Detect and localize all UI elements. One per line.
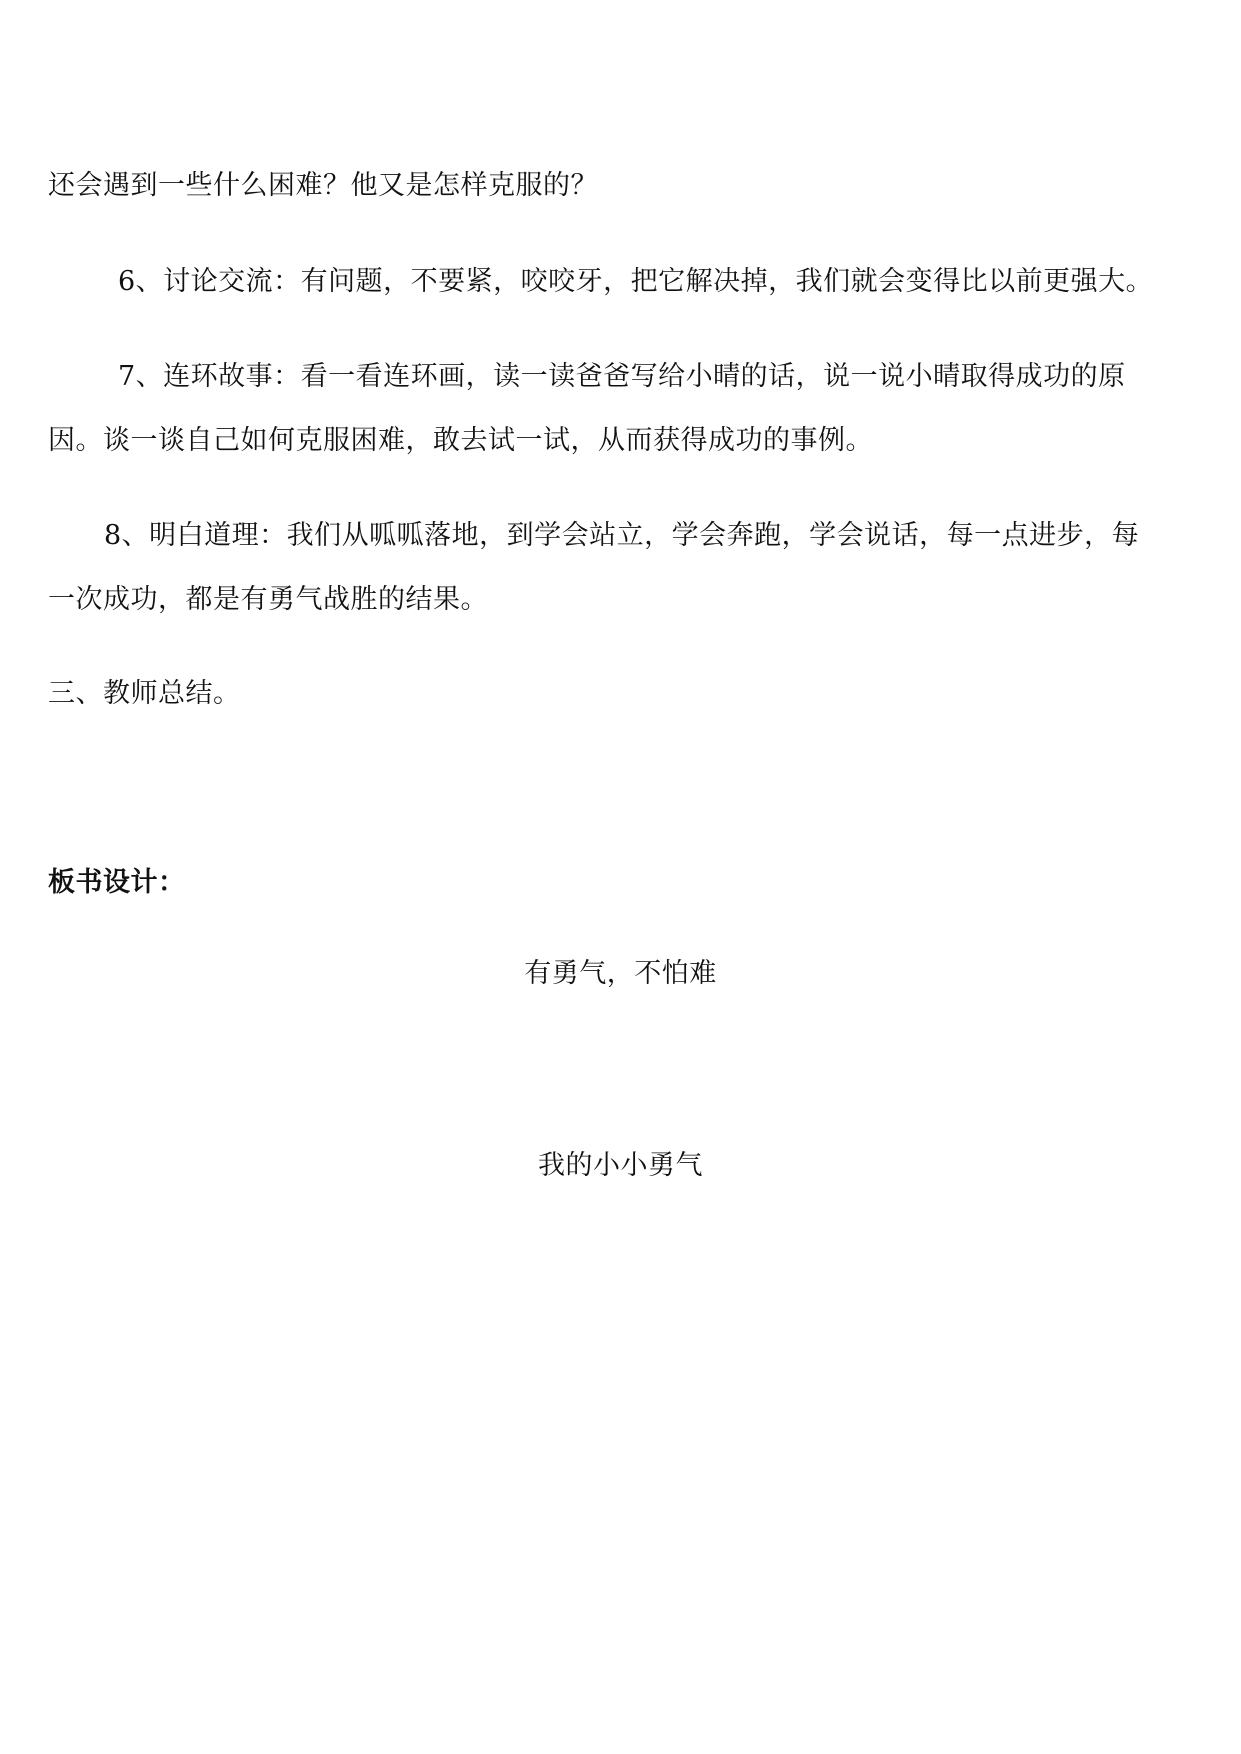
paragraph-7-line-2: 因。谈一谈自己如何克服困难，敢去试一试，从而获得成功的事例。 — [48, 425, 873, 456]
paragraph-8-line-2: 一次成功，都是有勇气战胜的结果。 — [48, 584, 488, 615]
paragraph-8-line-1: 8、明白道理：我们从呱呱落地，到学会站立，学会奔跑，学会说话，每一点进步，每 — [104, 520, 1140, 551]
paragraph-6: 6、讨论交流：有问题，不要紧，咬咬牙，把它解决掉，我们就会变得比以前更强大。 — [118, 266, 1154, 297]
board-design-heading: 板书设计： — [48, 867, 186, 898]
board-line-1: 有勇气，不怕难 — [524, 958, 717, 989]
section-teacher-summary: 三、教师总结。 — [48, 678, 241, 709]
paragraph-7-line-1: 7、连环故事：看一看连环画，读一读爸爸写给小晴的话，说一说小晴取得成功的原 — [118, 361, 1126, 392]
board-line-2: 我的小小勇气 — [538, 1150, 703, 1181]
paragraph-continuation: 还会遇到一些什么困难？他又是怎样克服的？ — [48, 170, 598, 201]
